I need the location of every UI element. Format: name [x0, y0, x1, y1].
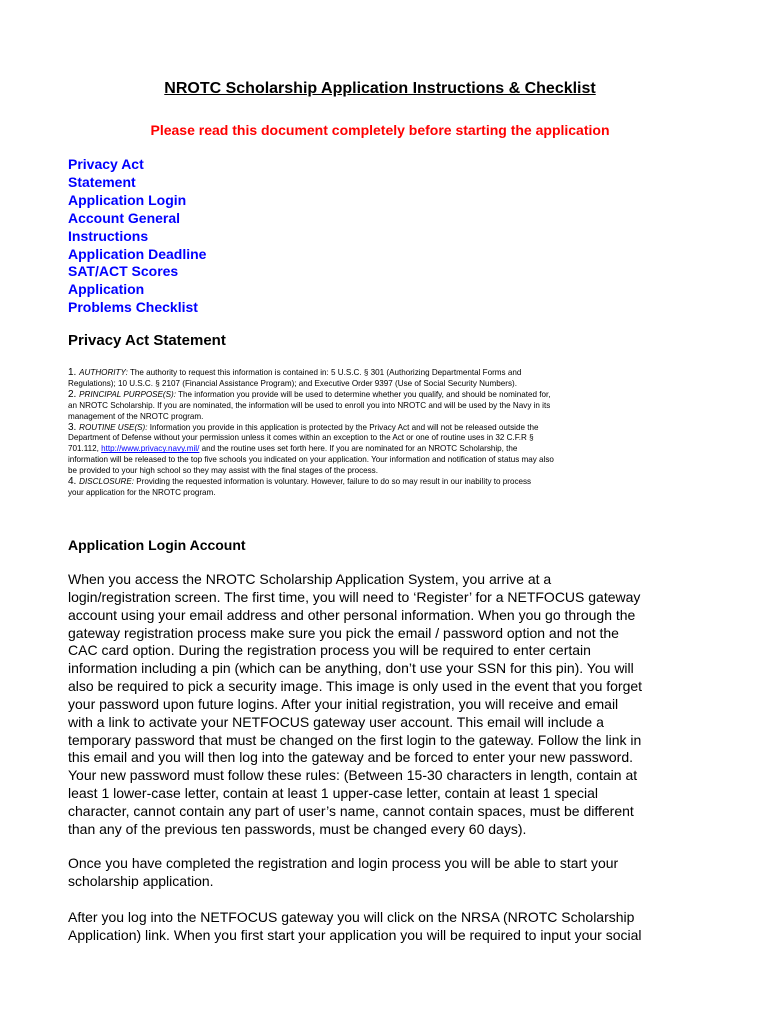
purpose-text: The information you provide will be used to determine whether you qualify, and should be nominated for,: [175, 389, 551, 399]
toc-link-account-general[interactable]: Account General: [68, 209, 181, 226]
document-title: NROTC Scholarship Application Instructions & Checklist: [164, 80, 596, 97]
privacy-act-heading: Privacy Act Statement: [68, 332, 226, 349]
toc-link-privacy-act[interactable]: Privacy Act: [68, 156, 144, 172]
paragraph-line: this email and you will then log into the gateway and be forced to enter your new password.: [68, 749, 633, 766]
paragraph-line: your password upon future logins. After your initial registration, you will receive and email: [68, 695, 619, 712]
paragraph-line: login/registration screen. The first time, you will need to ‘Register’ for a NETFOCUS gateway: [68, 588, 641, 605]
disclosure-text-cont: your application for the NROTC program.: [68, 487, 216, 497]
disclosure-label: DISCLOSURE:: [79, 477, 134, 487]
toc-link-application[interactable]: Application: [68, 281, 145, 298]
login-paragraph: [68, 571, 693, 839]
item-number: 3.: [68, 421, 80, 433]
toc-link-instructions[interactable]: Instructions: [68, 227, 149, 244]
paragraph-line: Your new password must follow these rules: (Between 15-30 characters in length, contain at: [68, 767, 638, 784]
toc-link-statement[interactable]: Statement: [68, 173, 136, 190]
item-number: 1.: [68, 367, 80, 378]
paragraph-line: with a link to activate your NETFOCUS gateway user account. This email will include a: [68, 713, 604, 730]
paragraph-line: character, cannot contain any part of user’s name, cannot contain spaces, must be different: [68, 802, 634, 819]
read-notice: Please read this document completely before starting the application: [150, 122, 610, 138]
registration-complete-paragraph: [68, 855, 693, 891]
routine-use-text-cont: information will be released to the top five schools you indicated on your application. Your information and notification of status may also: [68, 455, 554, 465]
routine-use-text: and the routine uses set forth here. If you are nominated for an NROTC Scholarship, the: [199, 444, 518, 454]
privacy-item-purpose: [68, 390, 688, 401]
paragraph-line: Application) link. When you first start your application you will be required to input your social: [68, 926, 642, 943]
paragraph-line: After you log into the NETFOCUS gateway you will click on the NRSA (NROTC Scholarship: [68, 909, 635, 925]
paragraph-line: scholarship application.: [68, 872, 214, 889]
privacy-item-authority: [68, 368, 688, 379]
paragraph-line: temporary password that must be changed on the first login to the gateway. Follow the link in: [68, 731, 642, 748]
purpose-label: PRINCIPAL PURPOSE(S):: [79, 389, 176, 399]
paragraph-line: account using your email address and other personal information. When you go through the: [68, 606, 636, 623]
privacy-item-disclosure: [68, 477, 688, 488]
nrsa-link-paragraph: [68, 909, 693, 945]
paragraph-line: than any of the previous ten passwords, must be changed every 60 days).: [68, 820, 527, 837]
paragraph-line: Once you have completed the registration and login process you will be able to start your: [68, 855, 619, 871]
paragraph-line: information including a pin (which can be anything, don’t use your SSN for this pin). You will: [68, 660, 634, 677]
paragraph-line: When you access the NROTC Scholarship Application System, you arrive at a: [68, 571, 552, 587]
table-of-contents: [68, 156, 206, 317]
purpose-text-cont: management of the NROTC program.: [68, 411, 204, 421]
item-number: 2.: [68, 388, 80, 400]
toc-link-sat-act-scores[interactable]: SAT/ACT Scores: [68, 263, 179, 280]
authority-label: AUTHORITY:: [79, 368, 128, 377]
paragraph-line: gateway registration process make sure you pick the email / password option and not the: [68, 624, 619, 641]
privacy-item-routine-use: [68, 423, 688, 434]
routine-use-text-cont: Department of Defense without your permission unless it comes within an exception to the Act or one of routine uses in 32 C.F.R §: [68, 433, 534, 443]
routine-use-label: ROUTINE USE(S):: [79, 422, 148, 432]
purpose-text-cont: an NROTC Scholarship. If you are nominated, the information will be used to enroll you into NROTC and will be used by the Navy in its: [68, 400, 551, 410]
routine-use-text-cont: be provided to your high school so they may assist with the final stages of the process.: [68, 466, 378, 476]
toc-link-problems-checklist[interactable]: Problems Checklist: [68, 299, 198, 316]
authority-text-cont: Regulations); 10 U.S.C. § 2107 (Financial Assistance Program); and Executive Order 9397 (Use of Social Security Numbers).: [68, 378, 517, 388]
routine-use-text: Information you provide in this application is protected by the Privacy Act and will not be released outside the: [147, 422, 539, 432]
toc-link-application-deadline[interactable]: Application Deadline: [68, 245, 207, 262]
item-number: 4.: [68, 476, 80, 488]
paragraph-line: also be required to pick a security image. This image is only used in the event that you forget: [68, 678, 643, 695]
privacy-act-text: [68, 368, 688, 499]
routine-use-text: 701.112,: [68, 444, 102, 454]
authority-text: The authority to request this information is contained in: 5 U.S.C. § 301 (Authorizing Departmental Forms and: [127, 368, 522, 377]
routine-use-text-cont: [68, 444, 688, 455]
privacy-navy-link[interactable]: http://www.privacy.navy.mil/: [101, 444, 200, 454]
paragraph-line: least 1 lower-case letter, contain at least 1 upper-case letter, contain at least 1 special: [68, 785, 598, 802]
toc-link-application-login[interactable]: Application Login: [68, 191, 187, 208]
paragraph-line: CAC card option. During the registration process you will be required to enter certain: [68, 642, 591, 659]
disclosure-text: Providing the requested information is voluntary. However, failure to do so may result in our inability to process: [134, 477, 532, 487]
application-login-heading: Application Login Account: [68, 537, 246, 553]
